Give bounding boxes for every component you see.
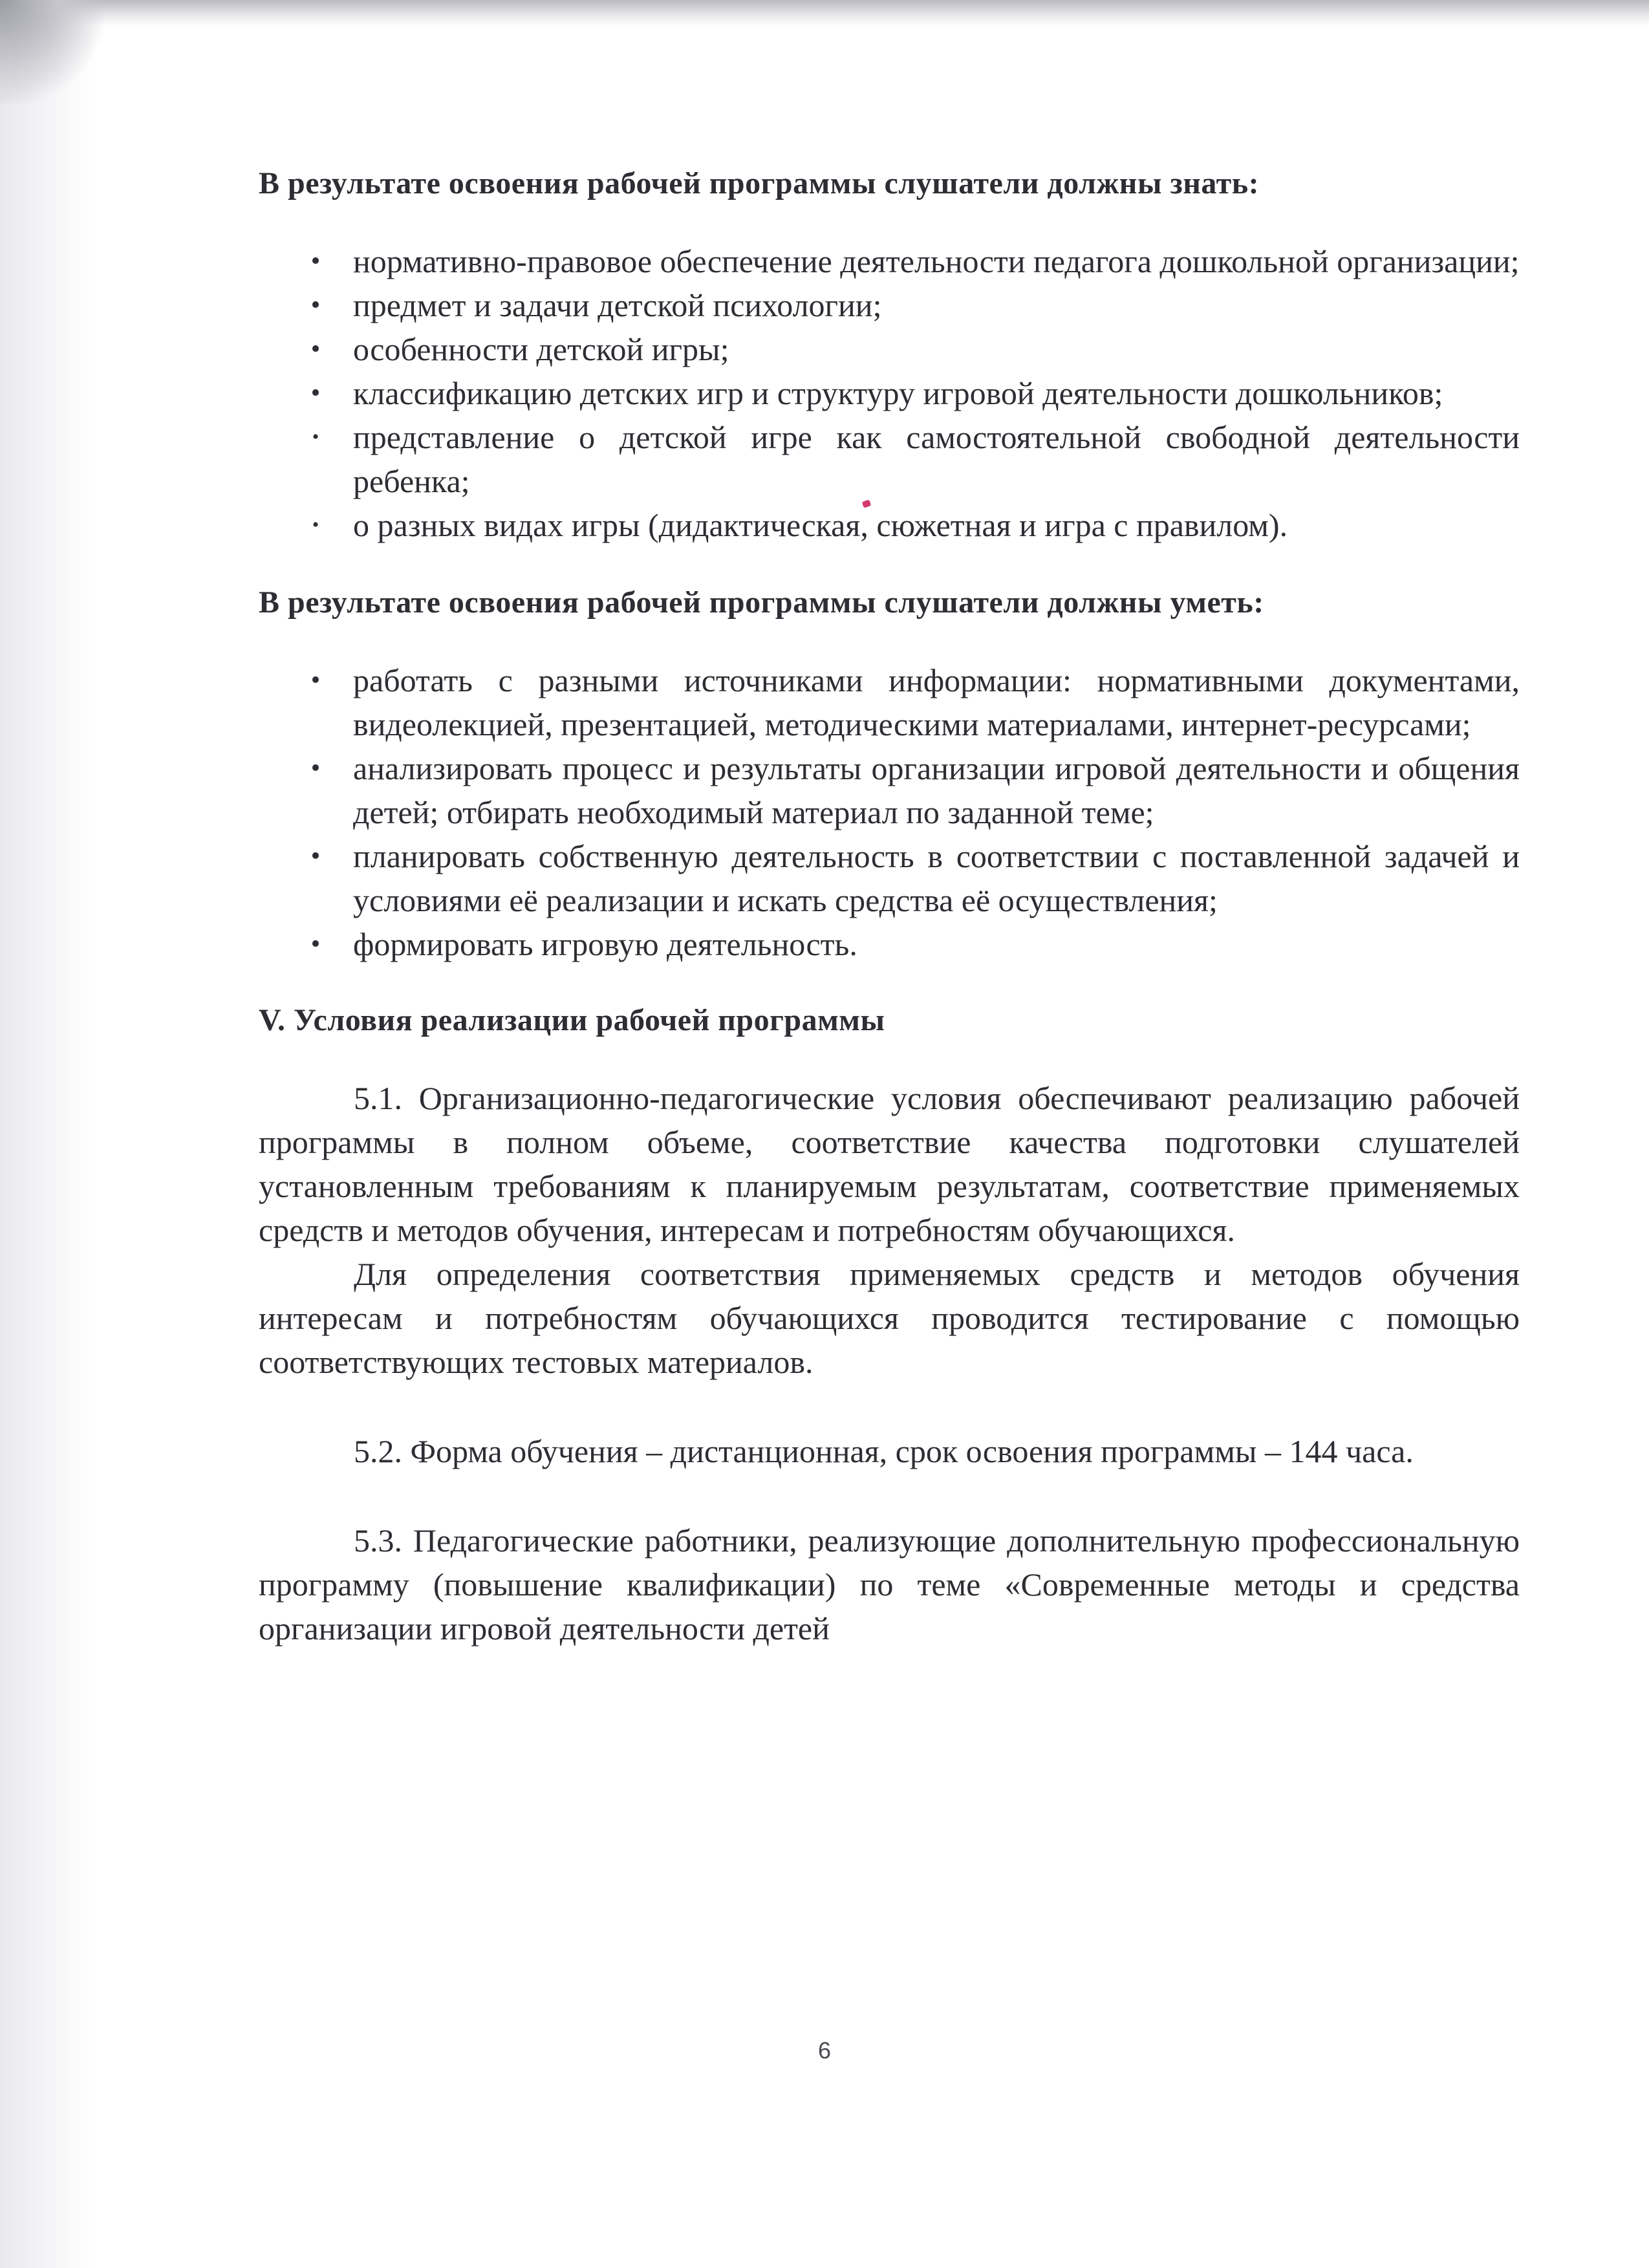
list-item: • классификацию детских игр и структуру игровой деятельности дошкольников; bbox=[259, 371, 1520, 415]
list-item: • представление о детской игре как самостоятельной свободной деятельности ребенка; bbox=[259, 415, 1520, 503]
list-item: • о разных видах игры (дидактическая, сюжетная и игра с правилом). bbox=[259, 503, 1520, 547]
bullet-icon: • bbox=[310, 665, 321, 695]
list-item: • особенности детской игры; bbox=[259, 327, 1520, 371]
list-item: • формировать игровую деятельность. bbox=[259, 922, 1520, 966]
bullet-icon: • bbox=[310, 334, 321, 364]
heading-section-v: V. Условия реализации рабочей программы bbox=[259, 1003, 885, 1037]
can-list bbox=[259, 658, 1520, 966]
list-item: • предмет и задачи детской психологии; bbox=[259, 283, 1520, 327]
page-content bbox=[259, 162, 1520, 1650]
bullet-icon: • bbox=[312, 426, 319, 448]
heading-can: В результате освоения рабочей программы слушатели должны уметь: bbox=[259, 585, 1264, 620]
list-item: • нормативно-правовое обеспечение деятельности педагога дошкольной организации; bbox=[259, 239, 1520, 283]
list-item: • работать с разными источниками информации: нормативными документами, видеолекцией, презентацией, методическими материалами, интернет-ресурсами; bbox=[259, 658, 1520, 746]
paragraph-5-2: 5.2. Форма обучения – дистанционная, срок освоения программы – 144 часа. bbox=[354, 1433, 1414, 1469]
know-list bbox=[259, 239, 1520, 547]
bullet-icon: • bbox=[310, 290, 321, 320]
list-item: • анализировать процесс и результаты организации игровой деятельности и общения детей; отбирать необходимый материал по заданной теме; bbox=[259, 746, 1520, 834]
paragraph-5-3: 5.3. Педагогические работники, реализующие дополнительную профессиональную программу (повышение квалификации) по теме «Современные методы и средства организации игровой деятельности детей bbox=[259, 1522, 1520, 1647]
bullet-icon: • bbox=[310, 929, 321, 959]
bullet-icon: • bbox=[312, 514, 319, 535]
bullet-icon: • bbox=[310, 753, 321, 783]
page-number: 6 bbox=[817, 2037, 832, 2064]
bullet-icon: • bbox=[310, 246, 321, 276]
paragraph-5-1-testing: Для определения соответствия применяемых средств и методов обучения интересам и потребностям обучающихся проводится тестирование с помощью соответствующих тестовых материалов. bbox=[259, 1256, 1520, 1380]
paragraph-5-1: 5.1. Организационно-педагогические условия обеспечивают реализацию рабочей программы в полном объеме, соответствие качества подготовки слушателей установленным требованиям к планируемым результатам, соответствие применяемых средств и методов обучения, интересам и потребностям обучающихся. bbox=[259, 1080, 1520, 1248]
bullet-icon: • bbox=[310, 841, 321, 871]
bullet-icon: • bbox=[310, 378, 321, 408]
heading-know: В результате освоения рабочей программы слушатели должны знать: bbox=[259, 166, 1260, 200]
list-item: • планировать собственную деятельность в соответствии с поставленной задачей и условиями её реализации и искать средства её осуществления; bbox=[259, 834, 1520, 922]
scan-corner-shadow bbox=[0, 0, 103, 103]
scan-shadow-left bbox=[0, 0, 97, 2268]
scan-shadow-top bbox=[0, 0, 1649, 26]
